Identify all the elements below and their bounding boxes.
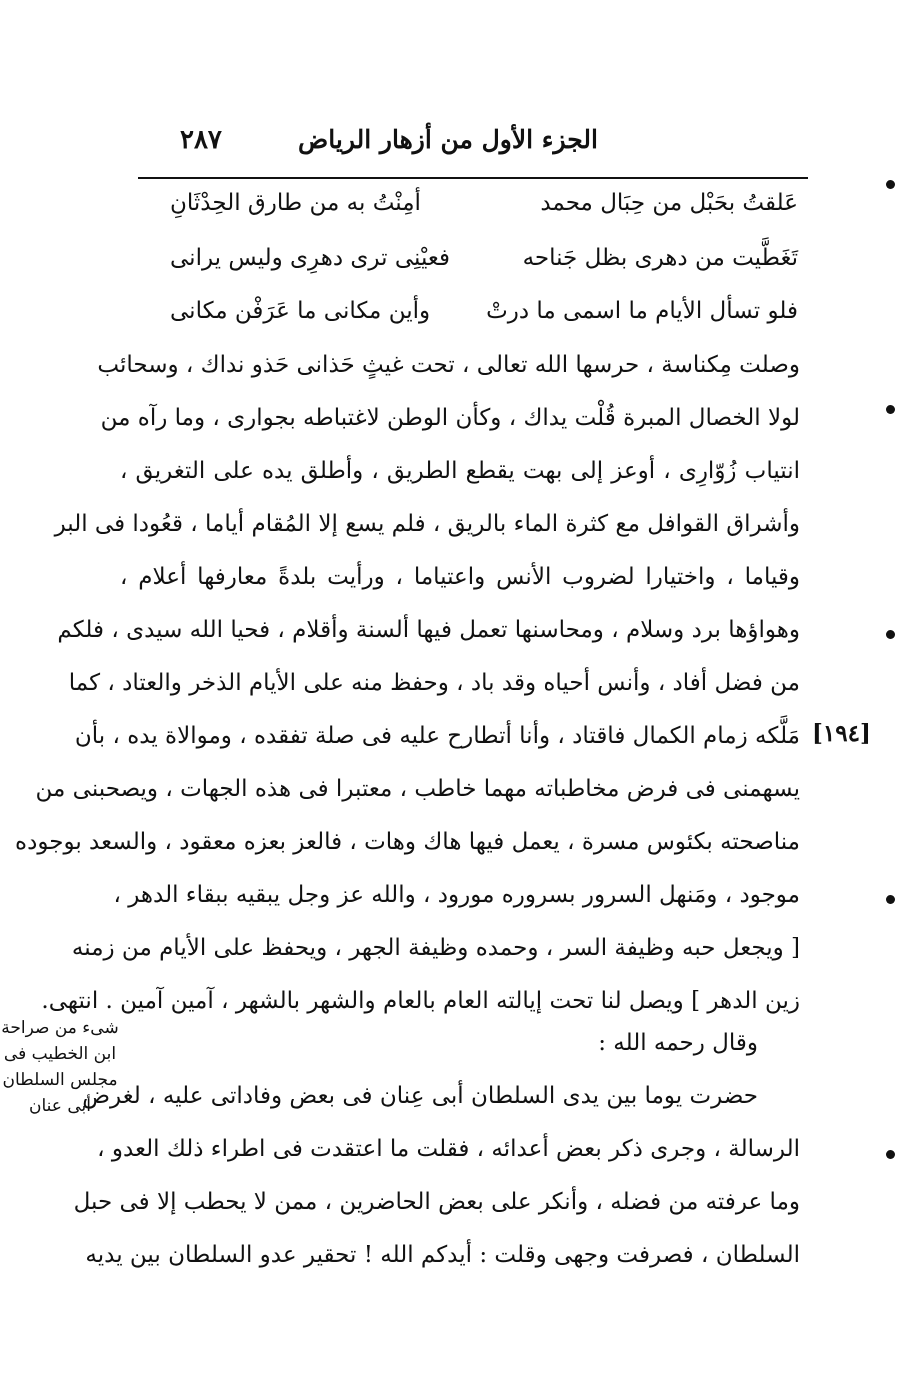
prose-line: انتياب زُوّارِى ، أوعز إلى بهت يقطع الطريق ، وأطلق يده على التغريق ، [120, 458, 800, 484]
margin-note-line: ابن الخطيب فى [3, 1044, 117, 1064]
prose-line: السلطان ، فصرفت وجهى وقلت : أيدكم الله ! تحقير عدو السلطان بين يديه [85, 1242, 800, 1268]
verse-hemistich: أمِنْتُ به من طارق الحِدْثَانِ [170, 190, 421, 216]
scan-edge-mark [886, 1150, 895, 1159]
prose-line: موجود ، ومَنهل السرور بسروره مورود ، والله عز وجل يبقيه ببقاء الدهر ، [113, 882, 800, 908]
header-rule [138, 177, 808, 179]
prose-line: زين الدهر ] ويصل لنا تحت إيالته العام بالعام والشهر بالشهر ، آمين آمين . انتهى. [41, 988, 800, 1014]
verse-hemistich: فلو تسأل الأيام ما اسمى ما درتْ [486, 298, 798, 324]
verse-hemistich: وأين مكانى ما عَرَفْن مكانى [170, 298, 431, 324]
margin-note-line: مجلس السلطان [2, 1070, 118, 1090]
scan-edge-mark [886, 180, 895, 189]
prose-line: مَلَّكه زمام الكمال فاقتاد ، وأنا أتطارح عليه فى صلة تفقده ، وموالاة يده ، بأن [74, 723, 800, 749]
prose-line: وصلت مِكناسة ، حرسها الله تعالى ، تحت غيثٍ حَذانى حَذو نداك ، وسحائب [97, 352, 800, 378]
scan-edge-mark [886, 630, 895, 639]
prose-line: وهواؤها برد وسلام ، ومحاسنها تعمل فيها ألسنة وأقلام ، فحيا الله سيدى ، فلكم [57, 617, 800, 643]
section-intro: وقال رحمه الله : [598, 1030, 758, 1056]
prose-line: مناصحته بكئوس مسرة ، يعمل فيها هاك وهات ، فالعز بعزه معقود ، والسعد بوجوده [15, 829, 800, 855]
prose-line: لولا الخصال المبرة قُلْت يداك ، وكأن الوطن لاغتباطه بجوارى ، وما رآه من [100, 405, 800, 431]
margin-note [0, 1015, 120, 1119]
scan-edge-mark [886, 895, 895, 904]
verse-hemistich: عَلقتُ بحَبْل من حِبَال محمد [540, 190, 798, 216]
margin-note-line: شىء من صراحة [1, 1018, 119, 1038]
prose-line: وأشراق القوافل مع كثرة الماء بالريق ، فلم يسع إلا المُقام أياما ، قعُودا فى البر [54, 511, 800, 537]
margin-note-line: أبى عنان [29, 1096, 91, 1116]
verse-line [170, 298, 798, 344]
page-number: ٢٨٧ [180, 125, 222, 155]
page-header [140, 125, 808, 171]
prose-line: يسهمنى فى فرض مخاطباته مهما خاطب ، معتبرا فى هذه الجهات ، ويصحبنى من [35, 776, 800, 802]
prose-line: من فضل أفاد ، وأنس أحياه وقد باد ، وحفظ منه على الأيام الذخر والعتاد ، كما [68, 670, 800, 696]
verse-line [170, 190, 798, 236]
running-title: الجزء الأول من أزهار الرياض [298, 125, 598, 154]
prose-line: وقياما ، واختيارا لضروب الأنس واعتياما ، ورأيت بلدةً معارفها أعلام ، [120, 564, 800, 590]
prose-line: [ ويجعل حبه وظيفة السر ، وحمده وظيفة الجهر ، ويحفظ على الأيام من زمنه [71, 935, 800, 961]
verse-line [170, 245, 798, 291]
verse-hemistich: تَغَطَّيت من دهرى بظل جَناحه [522, 245, 798, 271]
prose-line: الرسالة ، وجرى ذكر بعض أعدائه ، فقلت ما اعتقدت فى اطراء ذلك العدو ، [97, 1136, 800, 1162]
prose-line: وما عرفته من فضله ، وأنكر على بعض الحاضرين ، ممن لا يحطب إلا فى حبل [73, 1189, 800, 1215]
verse-hemistich: فعيْنِى ترى دهرِى وليس يرانى [170, 245, 450, 271]
margin-reference-number: [١٩٤] [812, 720, 871, 747]
prose-line: حضرت يوما بين يدى السلطان أبى عِنان فى بعض وفاداتى عليه ، لغرض [82, 1083, 758, 1109]
scan-edge-mark [886, 405, 895, 414]
